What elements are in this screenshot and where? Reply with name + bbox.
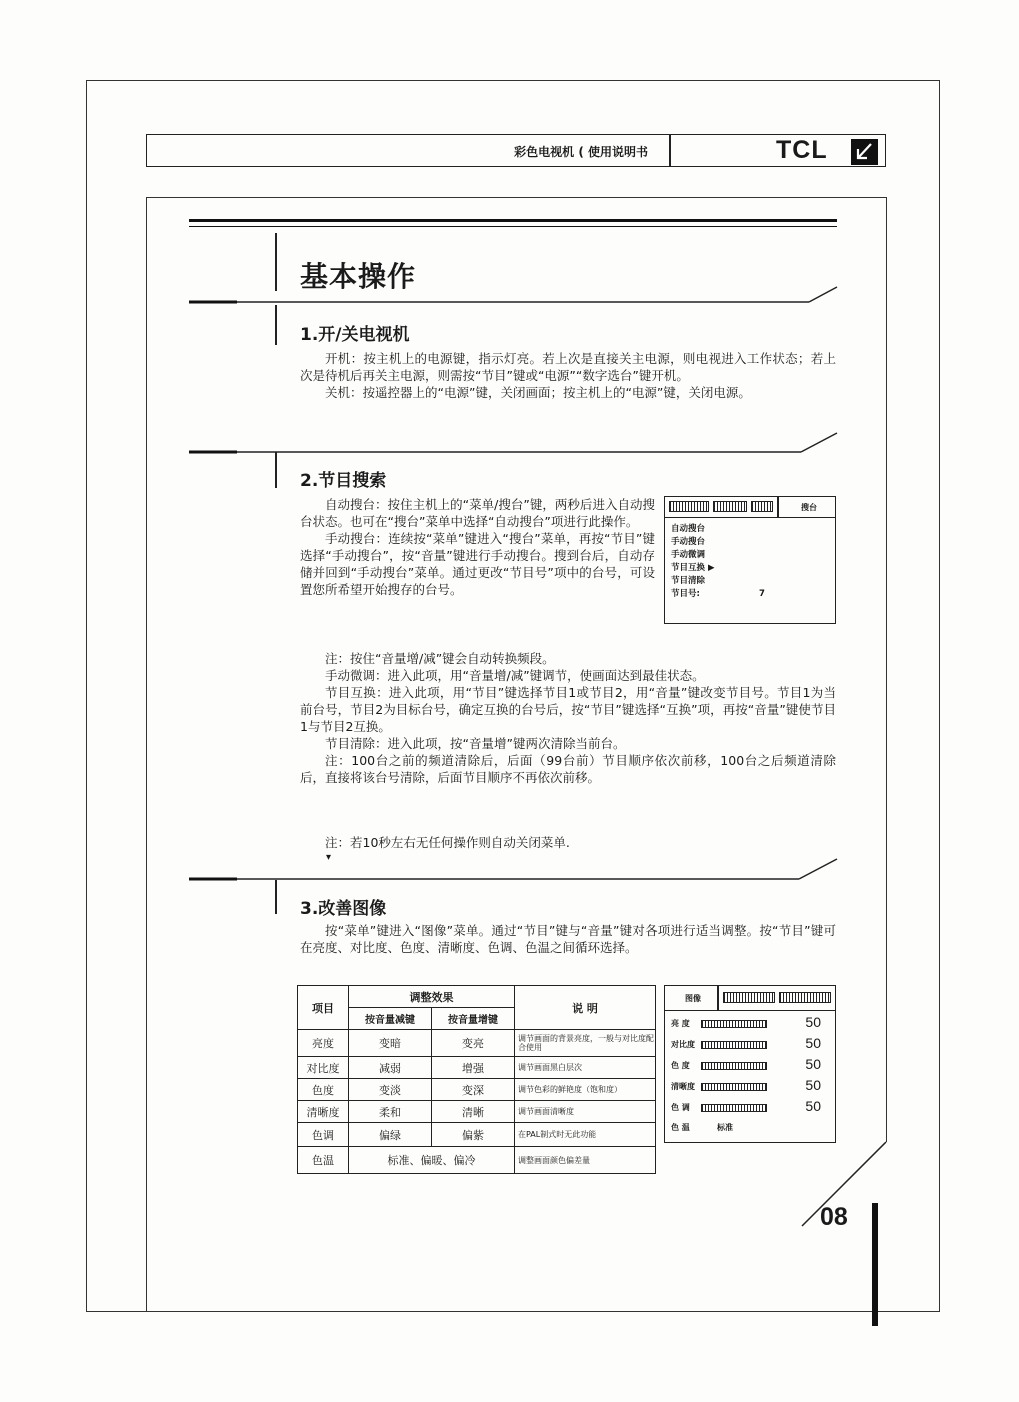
search-note-band: 注：按住“音量增/减”键会自动转换频段。 [325,651,555,666]
table-row [298,1123,656,1147]
section-image-title: 3.改善图像 [300,899,387,919]
search-swap-paragraph: 节目互换：进入此项，用“节目”键选择节目1或节目2，用“音量”键改变节目号。节目1为当前台号，节目2为目标台号，确定互换的台号后，按“节目”键选择“互换”项，再按“音量”键使节目1与节目2互换。 [300,685,836,734]
section-tick-3 [275,880,277,914]
table-cell-item: 色调 [298,1123,349,1147]
image-menu-value: 50 [805,1098,821,1114]
image-menu-label: 亮 度 [671,1019,690,1028]
table-row [298,1030,656,1057]
section-divider-1 [189,285,839,305]
table-cell-up: 增强 [432,1057,515,1079]
search-auto-paragraph: 自动搜台：按住主机上的“菜单/搜台”键，两秒后进入自动搜台状态。也可在“搜台”菜单中选择“自动搜台”项进行此操作。 [300,497,655,529]
search-menu-tabs [665,497,835,518]
table-row [298,1079,656,1101]
table-cell-up: 清晰 [432,1101,515,1123]
table-header-item: 项目 [298,986,349,1030]
image-menu-label: 对比度 [671,1040,695,1049]
image-menu-tabs [665,986,835,1011]
menu-item: 手动微调 [671,550,706,560]
level-bar [701,1041,767,1049]
inner-frame-right [886,197,887,1142]
image-menu-label: 色 度 [671,1061,690,1070]
page-number: 08 [820,1203,848,1231]
menu-tab-icon [723,992,775,1003]
image-menu-value: 50 [805,1014,821,1030]
image-paragraph: 按“菜单”键进入“图像”菜单。通过“节目”键与“音量”键对各项进行适当调整。按“节目”键可在亮度、对比度、色度、清晰度、色调、色温之间循环选择。 [300,923,836,955]
header-doc-label: 彩色电视机 ( 使用说明书 [514,145,648,159]
table-cell-desc: 调节画面清晰度 [515,1101,656,1123]
menu-item: 自动搜台 [671,524,706,534]
header-divider [669,134,671,167]
tcl-logo-icon [851,139,878,165]
table-cell-down: 偏绿 [349,1123,432,1147]
section-search-title: 2.节目搜索 [300,471,387,491]
menu-tab-icon [713,501,747,512]
table-cell-up: 变亮 [432,1030,515,1057]
search-finetune-paragraph: 手动微调：进入此项，用“音量增/减”键调节，使画面达到最佳状态。 [325,668,705,683]
bullet-mark: ▾ [326,852,332,863]
table-header-vol-down: 按音量减键 [349,1008,432,1030]
menu-tab-icon [751,501,773,512]
table-row [298,1147,656,1174]
title-tick [275,233,277,291]
table-header-desc: 说 明 [515,986,656,1030]
table-cell-item: 清晰度 [298,1101,349,1123]
menu-tab-icon [669,501,709,512]
title-rule-thin [189,226,837,227]
image-menu-title: 图像 [685,994,701,1003]
image-menu-row [671,1014,831,1034]
table-row [298,1057,656,1079]
table-cell-down: 柔和 [349,1101,432,1123]
table-cell-desc: 调整画面颜色偏差量 [515,1147,656,1174]
menu-item: 节目互换 ▶ [671,563,715,573]
section-divider-3 [189,857,839,887]
table-cell-down: 减弱 [349,1057,432,1079]
search-menu-items [671,523,765,601]
image-menu-row [671,1098,831,1118]
search-note-clear: 注：100台之前的频道清除后，后面（99台前）节目顺序依次前移，100台之后频道清除后，直接将该台号清除，后面节目顺序不再依次前移。 [300,753,836,785]
table-cell-item: 亮度 [298,1030,349,1057]
table-cell-desc: 在PAL制式时无此功能 [515,1123,656,1147]
level-bar [701,1062,767,1070]
table-cell-desc: 调节色彩的鲜艳度（饱和度） [515,1079,656,1101]
section-tick-1 [275,305,277,345]
level-bar [701,1104,767,1112]
page-title: 基本操作 [300,260,417,293]
inner-frame-top [146,197,886,198]
menu-item: 节目清除 [671,576,706,586]
table-cell-down: 变暗 [349,1030,432,1057]
inner-frame-left [146,197,147,1312]
table-cell-merged: 标准、偏暖、偏冷 [349,1147,515,1174]
section-tick-2 [275,452,277,488]
menu-program-number: 7 [759,589,765,599]
table-row [298,1101,656,1123]
image-menu-row [671,1035,831,1055]
page-number-bar [872,1203,878,1326]
image-menu-value: 50 [805,1035,821,1051]
image-menu-label: 清晰度 [671,1082,695,1091]
menu-item-label: 节目号: [671,589,700,599]
image-menu-colortemp-value: 标准 [717,1123,733,1132]
table-cell-up: 偏紫 [432,1123,515,1147]
table-header-vol-up: 按音量增键 [432,1008,515,1030]
image-menu-label: 色 温 [671,1123,690,1132]
search-note-timeout: 注：若10秒左右无任何操作则自动关闭菜单. [325,835,570,850]
level-bar [701,1020,767,1028]
image-menu-osd [664,985,836,1143]
table-cell-item: 色温 [298,1147,349,1174]
brand-name: TCL [776,136,828,164]
table-header-effect: 调整效果 [349,986,515,1008]
table-cell-item: 色度 [298,1079,349,1101]
image-menu-value: 50 [805,1077,821,1093]
section-search-body [300,650,836,786]
table-cell-down: 变淡 [349,1079,432,1101]
table-cell-desc: 调节画面的背景亮度，一般与对比度配合使用 [515,1030,656,1057]
image-menu-row [671,1077,831,1097]
image-menu-row [671,1118,831,1138]
table-cell-desc: 调节画面黑白层次 [515,1057,656,1079]
section-search-side-body [300,496,655,598]
tab-sep [717,986,719,1010]
section-power-body [300,350,836,401]
power-paragraph-off: 关机：按遥控器上的“电源”键，关闭画面；按主机上的“电源”键，关闭电源。 [325,385,751,400]
search-manual-paragraph: 手动搜台：连续按“菜单”键进入“搜台”菜单，再按“节目”键选择“手动搜台”，按“音量”键进行手动搜台。搜到台后，自动存储并回到“手动搜台”菜单。通过更改“节目号”项中的台号，可设置您所希望开始搜存的台号。 [300,531,655,597]
image-menu-row [671,1056,831,1076]
image-menu-value: 50 [805,1056,821,1072]
search-menu-osd [664,496,836,624]
title-rule-thick [189,219,837,222]
tab-sep [777,497,779,517]
menu-item: 手动搜台 [671,537,706,547]
power-paragraph-on: 开机：按主机上的电源键，指示灯亮。若上次是直接关主电源，则电视进入工作状态；若上次是待机后再关主电源，则需按“节目”键或“电源”“数字选台”键开机。 [300,351,836,383]
table-cell-item: 对比度 [298,1057,349,1079]
menu-item [671,588,765,601]
search-menu-title: 搜台 [801,503,817,512]
image-menu-label: 色 调 [671,1103,690,1112]
section-power-title: 1.开/关电视机 [300,325,410,345]
table-cell-up: 变深 [432,1079,515,1101]
image-adjust-table [297,985,656,1174]
section-image-body [300,922,836,956]
section-divider-2 [189,427,839,457]
menu-tab-icon [779,992,831,1003]
level-bar [701,1083,767,1091]
search-clear-paragraph: 节目清除：进入此项，按“音量增”键两次清除当前台。 [325,736,626,751]
